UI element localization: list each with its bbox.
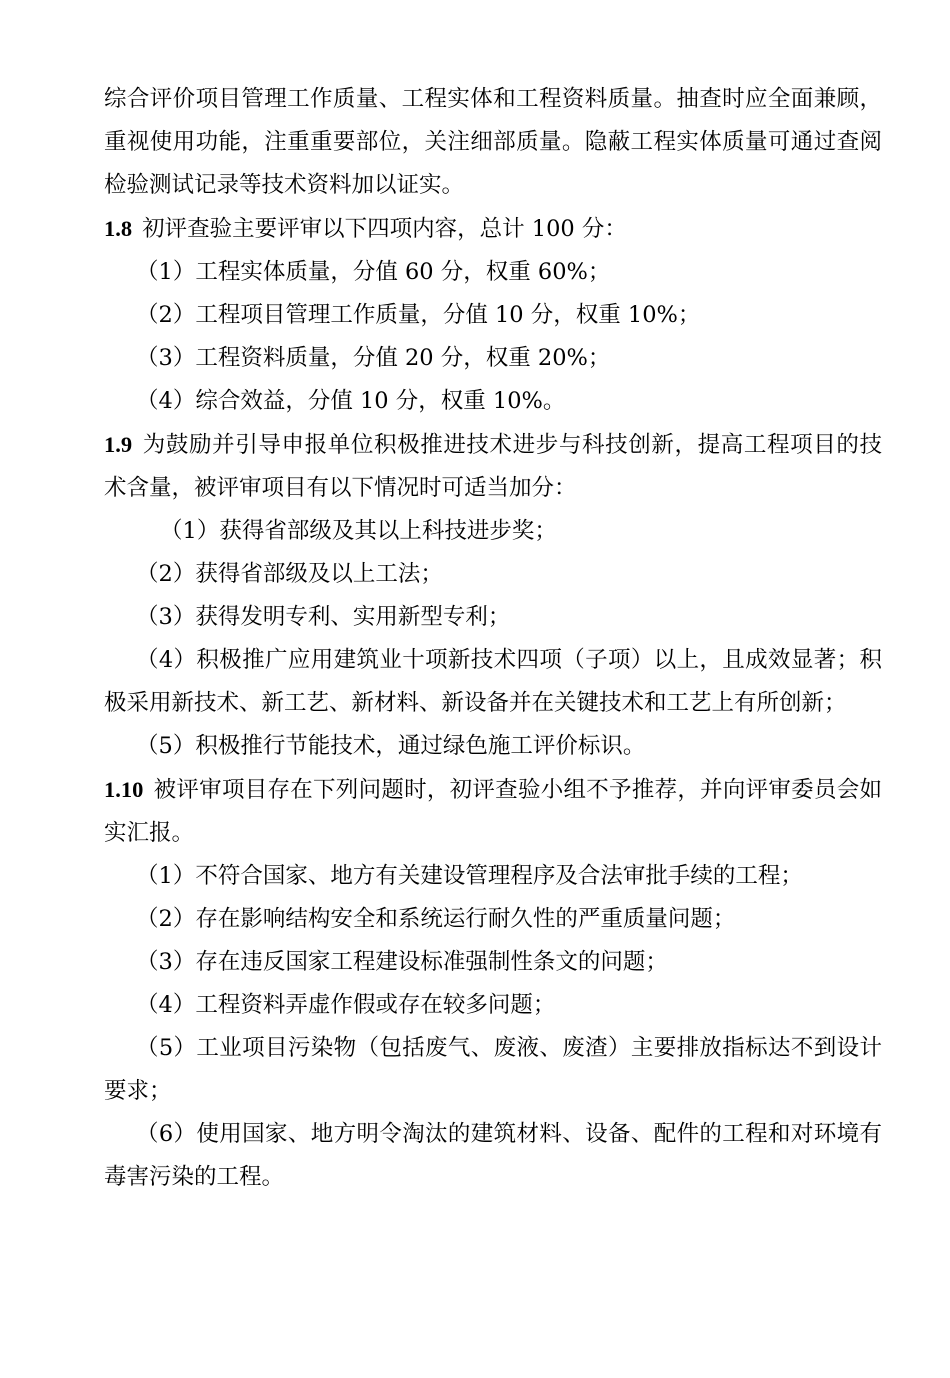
section-1-9: 1.9 为鼓励并引导申报单位积极推进技术进步与科技创新，提高工程项目的技术含量，被评审项目有以下情况时可适当加分： bbox=[104, 432, 882, 501]
list-item: （5）积极推行节能技术，通过绿色施工评价标识。 bbox=[136, 733, 646, 759]
section-number: 1.10 bbox=[104, 777, 144, 802]
list-item: （2）存在影响结构安全和系统运行耐久性的严重质量问题； bbox=[136, 906, 736, 932]
list-item: （2）工程项目管理工作质量，分值 10 分，权重 10%； bbox=[136, 302, 701, 328]
list-item: （3）获得发明专利、实用新型专利； bbox=[136, 604, 511, 630]
section-1-8: 1.8 初评查验主要评审以下四项内容，总计 100 分： bbox=[104, 216, 627, 242]
section-number: 1.8 bbox=[104, 216, 133, 241]
list-item: （3）工程资料质量，分值 20 分，权重 20%； bbox=[136, 345, 611, 371]
list-item: （4）工程资料弄虚作假或存在较多问题； bbox=[136, 992, 556, 1018]
section-1-10: 1.10 被评审项目存在下列问题时，初评查验小组不予推荐，并向评审委员会如实汇报。 bbox=[104, 777, 882, 846]
list-item: （6）使用国家、地方明令淘汰的建筑材料、设备、配件的工程和对环境有毒害污染的工程。 bbox=[104, 1121, 882, 1190]
list-item: （1）工程实体质量，分值 60 分，权重 60%； bbox=[136, 259, 611, 285]
list-item: （5）工业项目污染物（包括废气、废液、废渣）主要排放指标达不到设计要求； bbox=[104, 1035, 882, 1104]
paragraph-intro: 综合评价项目管理工作质量、工程实体和工程资料质量。抽查时应全面兼顾，重视使用功能，注重重要部位，关注细部质量。隐蔽工程实体质量可通过查阅检验测试记录等技术资料加以证实。 bbox=[104, 86, 882, 198]
section-number: 1.9 bbox=[104, 432, 133, 457]
list-item: （3）存在违反国家工程建设标准强制性条文的问题； bbox=[136, 949, 668, 975]
list-item: （1）获得省部级及其以上科技进步奖； bbox=[160, 518, 557, 544]
list-item: （1）不符合国家、地方有关建设管理程序及合法审批手续的工程； bbox=[136, 863, 803, 889]
list-item: （4）综合效益，分值 10 分，权重 10%。 bbox=[136, 388, 566, 414]
list-item: （2）获得省部级及以上工法； bbox=[136, 561, 443, 587]
list-item: （4）积极推广应用建筑业十项新技术四项（子项）以上，且成效显著；积极采用新技术、新工艺、新材料、新设备并在关键技术和工艺上有所创新； bbox=[104, 647, 882, 716]
